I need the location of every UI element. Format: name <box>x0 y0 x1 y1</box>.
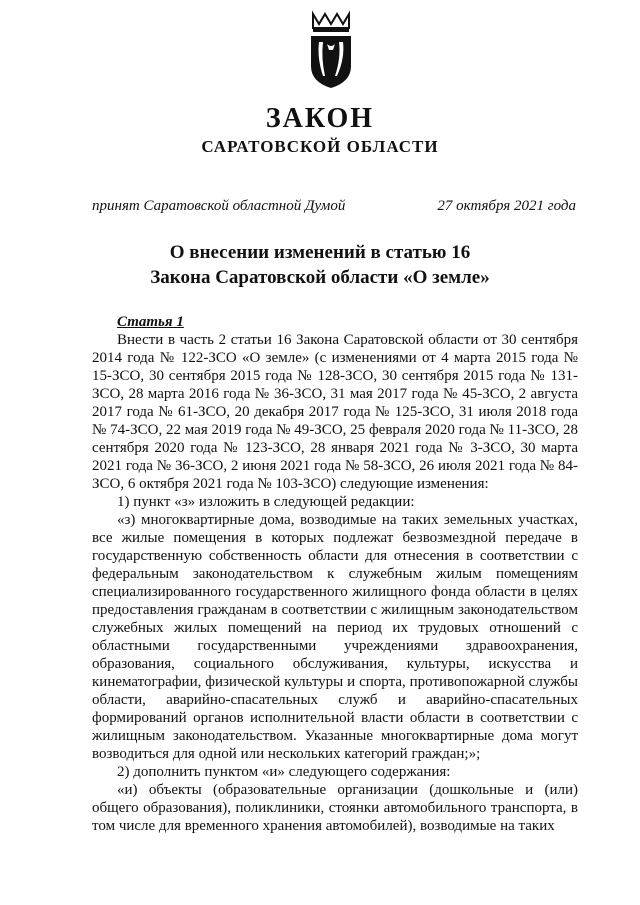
law-title: ЗАКОН <box>265 103 375 134</box>
article-body <box>92 331 578 835</box>
article-heading: Статья 1 <box>117 314 184 330</box>
paragraph: Внести в часть 2 статьи 16 Закона Саратовской области от 30 сентября 2014 года № 122-ЗСО «О земле» (с изменениями от 4 марта 2015 года № 15-ЗСО, 30 сентября 2015 года № 128-ЗСО, 30 сентября 2015 года № 131-ЗСО, 28 марта 2016 года № 36-ЗСО, 31 мая 2017 года № 45-ЗСО, 2 августа 2017 года № 61-ЗСО, 20 декабря 2017 года № 125-ЗСО, 31 июля 2018 года № 74-ЗСО, 22 мая 2019 года № 49-ЗСО, 25 февраля 2020 года № 11-ЗСО, 28 сентября 2020 года № 123-ЗСО, 28 января 2021 года № 3-ЗСО, 30 марта 2021 года № 36-ЗСО, 2 июня 2021 года № 58-ЗСО, 26 июля 2021 года № 84-ЗСО, 6 октября 2021 года № 103-ЗСО) следующие изменения: <box>92 332 578 492</box>
document-title-line-2: Закона Саратовской области «О земле» <box>150 267 490 288</box>
document-title-line-1: О внесении изменений в статью 16 <box>169 242 471 263</box>
saratov-coat-of-arms-icon <box>305 10 357 90</box>
paragraph: 1) пункт «з» изложить в следующей редакции: <box>117 494 415 510</box>
adopted-by: принят Саратовской областной Думой <box>92 198 346 214</box>
adoption-info <box>92 198 576 215</box>
paragraph: «и) объекты (образовательные организации (дошкольные и (или) общего образования), поликлиники, стоянки автомобильного транспорта, в том числе для временного хранения автомобилей), возводимые на таких <box>92 782 578 834</box>
paragraph: 2) дополнить пунктом «и» следующего содержания: <box>117 764 451 780</box>
document-title <box>0 240 640 290</box>
paragraph: «з) многоквартирные дома, возводимые на таких земельных участках, все жилые помещения в которых подлежат безвозмездной передаче в государственную собственность области для отнесения в соответствии с федеральным законодательством к служебным жилым помещениям специализированного государственного жилищного фонда области в целях предоставления гражданам в соответствии с жилищным законодательством служебных жилых помещений на период их трудовых отношений с областными государственными учреждениями здравоохранения, образования, социального обслуживания, культуры, искусства и кинематографии, физической культуры и спорта, противопожарной службы области, аварийно-спасательных служб и аварийно-спасательных формирований органов исполнительной власти области в соответствии с жилищным законодательством. Указанные многоквартирные дома могут возводиться для одной или нескольких категорий граждан;»; <box>92 512 578 762</box>
adoption-date: 27 октября 2021 года <box>437 198 576 214</box>
region-subtitle: САРАТОВСКОЙ ОБЛАСТИ <box>201 137 439 156</box>
